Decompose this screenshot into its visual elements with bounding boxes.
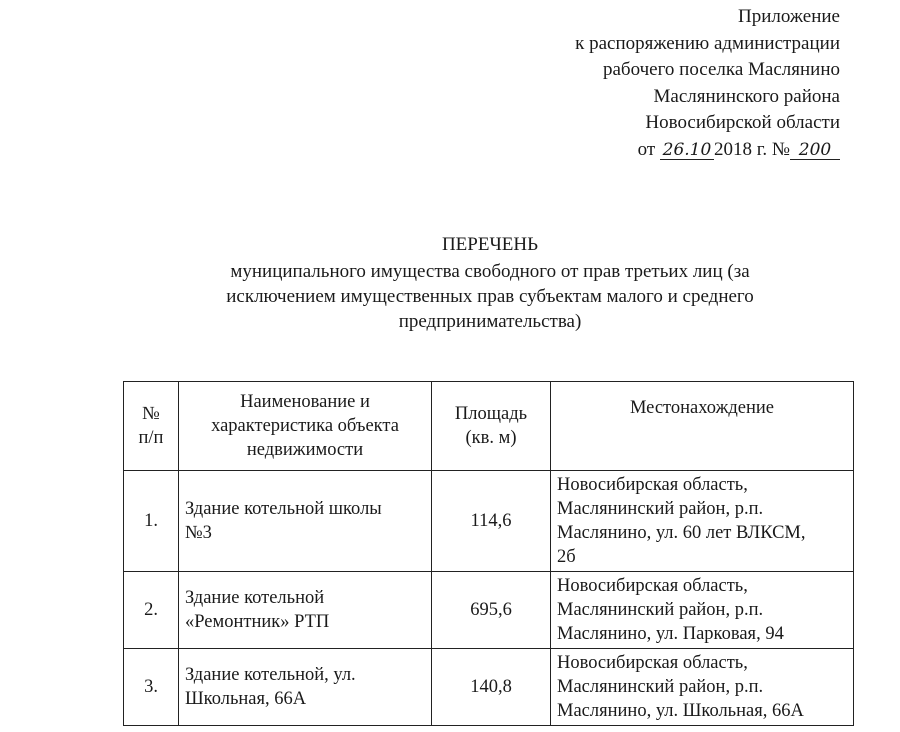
header-location: Местонахождение — [551, 382, 854, 471]
document-title — [120, 232, 860, 334]
row-location: Новосибирская область, Маслянинский район, р.п. Маслянино, ул. 60 лет ВЛКСМ, 2б — [551, 471, 854, 572]
title-line-3: предпринимательства) — [398, 311, 582, 332]
date-prefix: от — [637, 138, 656, 160]
table-header-row — [124, 382, 854, 471]
title-line-2: исключением имущественных прав субъектам малого и среднего — [226, 286, 754, 307]
appendix-order-reference: к распоряжению администрации — [575, 32, 840, 54]
appendix-date-line — [420, 137, 840, 164]
appendix-settlement: рабочего поселка Маслянино — [603, 59, 840, 80]
row-area: 114,6 — [432, 471, 551, 572]
header-area: Площадь (кв. м) — [432, 382, 551, 471]
appendix-title: Приложение — [738, 6, 840, 27]
header-number: № п/п — [124, 382, 179, 471]
row-number: 1. — [124, 471, 179, 572]
table-row — [124, 649, 854, 726]
property-table — [123, 381, 854, 726]
row-area: 695,6 — [432, 572, 551, 649]
title-heading: ПЕРЕЧЕНЬ — [441, 234, 539, 255]
date-suffix: 2018 г. № — [713, 138, 790, 160]
table-row — [124, 471, 854, 572]
header-name: Наименование и характеристика объекта недвижимости — [179, 382, 432, 471]
handwritten-order-number: 200 — [790, 141, 840, 160]
appendix-header — [420, 4, 840, 163]
table-row — [124, 572, 854, 649]
row-location: Новосибирская область, Маслянинский район, р.п. Маслянино, ул. Школьная, 66А — [551, 649, 854, 726]
title-line-1: муниципального имущества свободного от прав третьих лиц (за — [230, 261, 750, 282]
row-number: 2. — [124, 572, 179, 649]
row-location: Новосибирская область, Маслянинский район, р.п. Маслянино, ул. Парковая, 94 — [551, 572, 854, 649]
row-name: Здание котельной «Ремонтник» РТП — [179, 572, 432, 649]
row-number: 3. — [124, 649, 179, 726]
row-name: Здание котельной школы №3 — [179, 471, 432, 572]
handwritten-date: 26.10 — [660, 141, 714, 160]
row-area: 140,8 — [432, 649, 551, 726]
row-name: Здание котельной, ул. Школьная, 66А — [179, 649, 432, 726]
appendix-region: Новосибирской области — [645, 112, 840, 133]
appendix-district: Маслянинского района — [653, 85, 840, 107]
